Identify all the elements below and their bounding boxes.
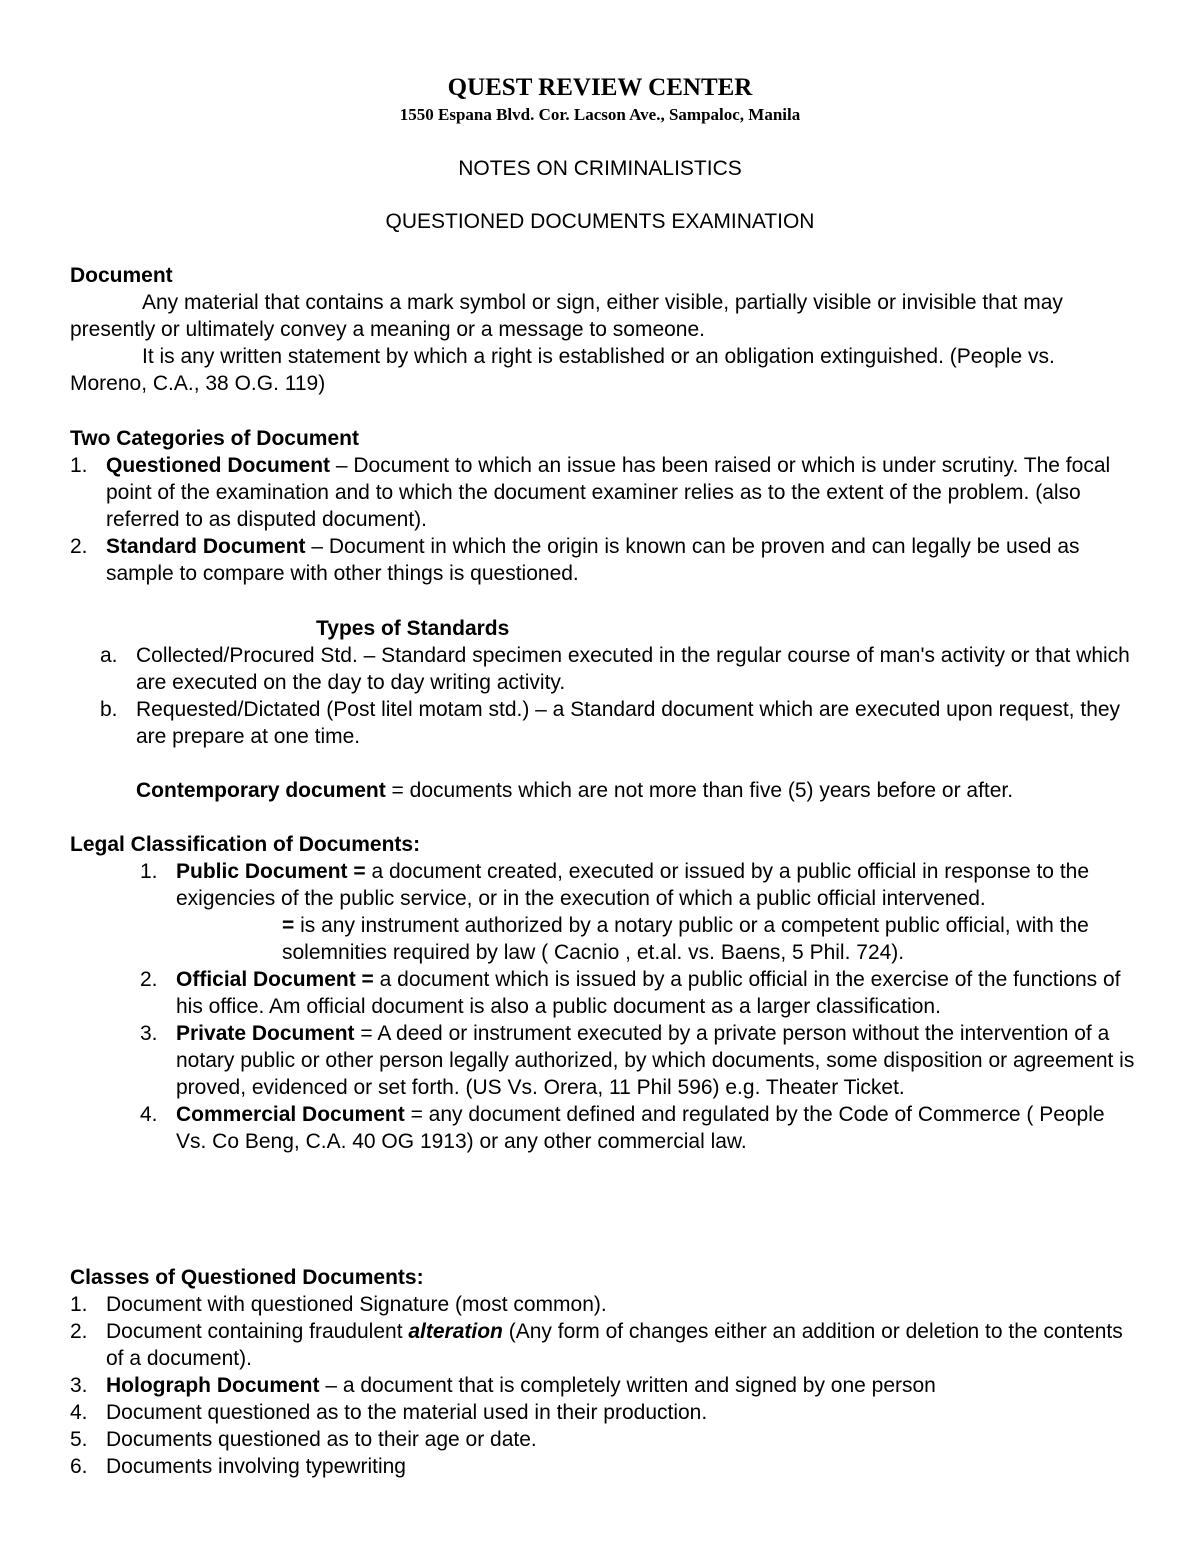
list-item — [140, 1101, 1135, 1155]
page-title: NOTES ON CRIMINALISTICS — [458, 157, 742, 180]
list-text: = A deed or instrument executed by a private person without the intervention of a notary public or other person legally authorized, by which documents, some disposition or agreement is proved, evidenced or set forth. (US Vs. Orera, 11 Phil 596) e.g. Theater Ticket. — [176, 1022, 1135, 1099]
categories-list — [70, 452, 1135, 587]
list-text: Documents questioned as to their age or date. — [106, 1428, 537, 1451]
list-text: = any document defined and regulated by the Code of Commerce ( People Vs. Co Beng, C.A. 40 OG 1913) or any other commercial law. — [176, 1103, 1105, 1153]
list-term: Public Document = — [176, 860, 366, 883]
list-item — [100, 642, 1135, 696]
list-letter: a. — [100, 644, 118, 667]
equals-sign: = — [282, 914, 295, 937]
list-item — [70, 1399, 1135, 1426]
org-address: 1550 Espana Blvd. Cor. Lacson Ave., Sampaloc, Manila — [399, 105, 801, 124]
list-text: – a document that is completely written and signed by one person — [319, 1374, 936, 1397]
list-text: is any instrument authorized by a notary public or a competent public official, with the solemnities required by law ( Cacnio , et.al. vs. Baens, 5 Phil. 724). — [282, 914, 1089, 964]
contemporary-term: Contemporary document — [136, 779, 386, 802]
page-subtitle: QUESTIONED DOCUMENTS EXAMINATION — [385, 210, 815, 233]
list-item — [70, 1372, 1135, 1399]
list-number: 2. — [70, 1320, 88, 1343]
list-text: Requested/Dictated (Post litel motam std.) – a Standard document which are executed upon request, they are prepare at one time. — [136, 698, 1121, 748]
list-number: 2. — [140, 968, 158, 991]
contemporary-note — [136, 777, 1135, 804]
legal-section — [70, 831, 1135, 1155]
document-definition-2: It is any written statement by which a right is established or an obligation extinguished. (People vs. Moreno, C.A., 38 O.G. 119) — [70, 345, 1055, 395]
list-number: 1. — [70, 1293, 88, 1316]
list-item — [70, 1318, 1135, 1372]
list-number: 6. — [70, 1455, 88, 1478]
list-item — [70, 1426, 1135, 1453]
list-text: – Document in which the origin is known can be proven and can legally be used as sample to compare with other things is questioned. — [106, 535, 1080, 585]
categories-heading: Two Categories of Document — [70, 427, 359, 450]
list-item — [70, 452, 1135, 533]
list-item — [140, 966, 1135, 1020]
standards-section — [70, 615, 1135, 804]
list-number: 5. — [70, 1428, 88, 1451]
list-term: alteration — [408, 1320, 503, 1343]
list-number: 3. — [70, 1374, 88, 1397]
classes-heading: Classes of Questioned Documents: — [70, 1266, 424, 1289]
document-heading: Document — [70, 264, 173, 287]
org-name: QUEST REVIEW CENTER — [447, 74, 753, 101]
list-number: 2. — [70, 535, 88, 558]
list-text: Document questioned as to the material used in their production. — [106, 1401, 708, 1424]
list-text: – Document to which an issue has been raised or which is under scrutiny. The focal point of the examination and to which the document examiner relies as to the extent of the problem. (also referred to as disputed document). — [106, 454, 1111, 531]
list-item — [70, 533, 1135, 587]
list-text: Documents involving typewriting — [106, 1455, 406, 1478]
list-text: a document which is issued by a public official in the exercise of the functions of his office. Am official document is also a public document as a larger classification. — [176, 968, 1121, 1018]
list-text: (Any form of changes either an addition or deletion to the contents of a document). — [106, 1320, 1123, 1370]
list-text: Document containing fraudulent — [106, 1320, 409, 1343]
classes-section — [70, 1264, 1135, 1480]
list-term: Commercial Document — [176, 1103, 405, 1126]
contemporary-text: = documents which are not more than five (5) years before or after. — [385, 779, 1014, 802]
list-term: Official Document = — [176, 968, 374, 991]
list-number: 1. — [70, 454, 88, 477]
list-text: a document created, executed or issued by a public official in response to the exigencies of the public service, or in the execution of which a public official intervened. — [176, 860, 1090, 910]
legal-heading: Legal Classification of Documents: — [70, 833, 421, 856]
list-term: Private Document — [176, 1022, 355, 1045]
list-term: Standard Document — [106, 535, 306, 558]
legal-list — [140, 858, 1135, 1155]
list-item — [100, 696, 1135, 750]
standards-list — [100, 642, 1135, 750]
list-text: Collected/Procured Std. – Standard specimen executed in the regular course of man's activity or that which are executed on the day to day writing activity. — [136, 644, 1130, 694]
list-item — [140, 858, 1135, 966]
list-term: Holograph Document — [106, 1374, 320, 1397]
document-definition-1: Any material that contains a mark symbol or sign, either visible, partially visible or invisible that may presently or ultimately convey a meaning or a message to someone. — [70, 291, 1063, 341]
categories-section — [70, 425, 1135, 587]
list-item — [140, 1020, 1135, 1101]
list-letter: b. — [100, 698, 118, 721]
public-doc-extra — [282, 912, 1135, 966]
classes-list — [70, 1291, 1135, 1480]
standards-heading: Types of Standards — [316, 617, 510, 640]
list-item — [70, 1453, 1135, 1480]
list-number: 1. — [140, 860, 158, 883]
list-term: Questioned Document — [106, 454, 331, 477]
list-number: 4. — [140, 1103, 158, 1126]
list-number: 3. — [140, 1022, 158, 1045]
list-item — [70, 1291, 1135, 1318]
list-number: 4. — [70, 1401, 88, 1424]
document-section — [70, 262, 1135, 397]
list-text: Document with questioned Signature (most common). — [106, 1293, 607, 1316]
